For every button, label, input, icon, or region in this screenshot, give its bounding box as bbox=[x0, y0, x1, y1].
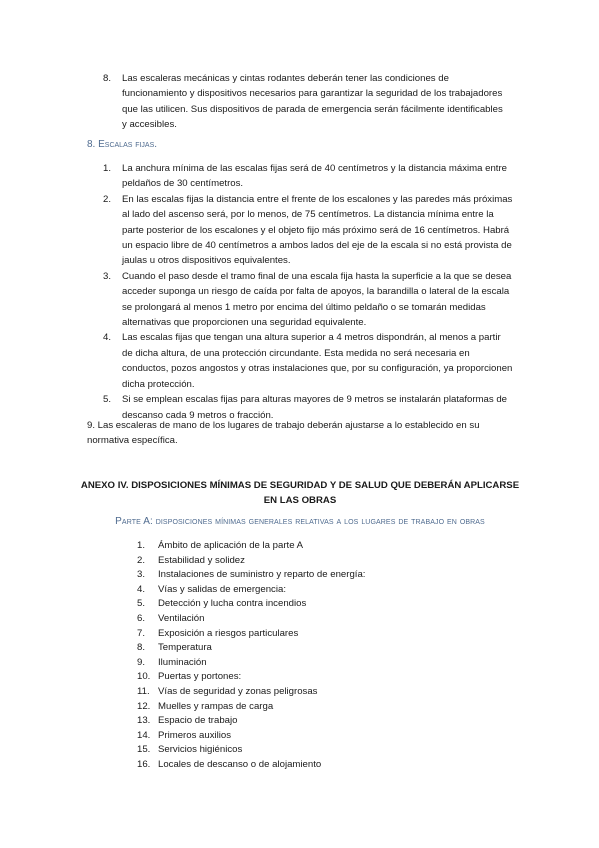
item-text: La anchura mínima de las escalas fijas será de 40 centímetros y la distancia máxima entre peldaños de 30 centímetros. bbox=[122, 163, 508, 190]
item-number: 1. bbox=[103, 163, 112, 174]
list-item bbox=[137, 539, 457, 554]
item-number: 1. bbox=[137, 540, 146, 551]
item-number: 5. bbox=[103, 394, 112, 406]
item-text: Espacio de trabajo bbox=[158, 715, 238, 727]
item-number: 15. bbox=[137, 744, 151, 756]
item-text: Muelles y rampas de carga bbox=[158, 700, 274, 712]
list-item bbox=[137, 729, 457, 744]
list-item bbox=[137, 714, 457, 729]
item-text: Iluminación bbox=[158, 656, 207, 668]
item-text: Ámbito de aplicación de la parte A bbox=[158, 540, 304, 551]
item-text: Si se emplean escalas fijas para alturas mayores de 9 metros se instalarán plataformas de descanso cada 9 metros o fracción. bbox=[122, 394, 508, 421]
list-item bbox=[137, 670, 457, 685]
item-number: 11. bbox=[137, 685, 150, 697]
list-item bbox=[103, 330, 513, 392]
parte-a-list bbox=[137, 539, 457, 773]
item-text: Exposición a riesgos particulares bbox=[158, 627, 299, 639]
item-text: Vías y salidas de emergencia: bbox=[158, 583, 286, 595]
parte-a-heading: Parte A: disposiciones mínimas generales relativas a los lugares de trabajo en obras bbox=[115, 516, 485, 527]
item-text: Estabilidad y solidez bbox=[158, 554, 245, 566]
escalas-fijas-list bbox=[103, 161, 513, 423]
item-text: Las escalas fijas que tengan una altura superior a 4 metros dispondrán, al menos a partir de dicha altura, de una protección circundante. Esta medida no será necesaria en conductos, pozos angostos y otras instalaciones que, por su configuración, ya proporcionen dicha protección. bbox=[122, 332, 513, 390]
item-text: Primeros auxilios bbox=[158, 729, 232, 741]
list-item bbox=[137, 758, 457, 773]
item-text: Puertas y portones: bbox=[158, 671, 242, 683]
item-number: 16. bbox=[137, 758, 151, 770]
item-number: 12. bbox=[137, 700, 151, 712]
item-text: Locales de descanso o de alojamiento bbox=[158, 758, 322, 770]
list-item bbox=[137, 641, 457, 656]
item-text: En las escalas fijas la distancia entre el frente de los escalones y las paredes más próximas al lado del ascenso será, por lo menos, de 75 centímetros. La distancia mínima entre la parte posterior de los escalones y el objeto fijo más próximo será de 16 centímetros. Habrá un espacio libre de 40 centímetros a ambos lados del eje de la escala si no está provista de jaulas u otros dispositivos equivalentes. bbox=[122, 193, 513, 267]
item-number: 2. bbox=[137, 554, 146, 566]
list-item bbox=[137, 583, 457, 598]
item-text: Cuando el paso desde el tramo final de una escala fija hasta la superficie a la que se desea acceder suponga un riesgo de caída por falta de apoyos, la barandilla o lateral de la escala se prolongará al menos 1 metro por encima del último peldaño o se tomarán medidas alternativas que proporcionen una seguridad equivalente. bbox=[122, 270, 512, 329]
list-item bbox=[137, 685, 457, 700]
list-item bbox=[103, 192, 513, 269]
list-item bbox=[137, 656, 457, 671]
anexo-title: ANEXO IV. DISPOSICIONES MÍNIMAS DE SEGURIDAD Y DE SALUD QUE DEBERÁN APLICARSE EN LAS OBRAS bbox=[80, 480, 520, 506]
item-number: 7. bbox=[137, 627, 146, 639]
list-item bbox=[137, 554, 457, 569]
section-heading-escalas-fijas: 8. Escalas fijas. bbox=[87, 139, 158, 150]
item-text: Detección y lucha contra incendios bbox=[158, 598, 307, 610]
item-number: 4. bbox=[103, 332, 112, 344]
list-item bbox=[137, 568, 457, 583]
paragraph-escaleras-de-mano: 9. Las escaleras de mano de los lugares de trabajo deberán ajustarse a lo establecido en su normativa específica. bbox=[87, 420, 480, 447]
item-number: 8. bbox=[103, 73, 112, 84]
list-item bbox=[137, 612, 457, 627]
item-text: Vías de seguridad y zonas peligrosas bbox=[158, 685, 318, 697]
item-number: 3. bbox=[137, 569, 146, 581]
item-text: Ventilación bbox=[158, 612, 205, 624]
item-text: Temperatura bbox=[158, 642, 212, 654]
list-item bbox=[137, 700, 457, 715]
list-item bbox=[137, 743, 457, 758]
item-number: 9. bbox=[137, 656, 146, 668]
item-number: 10. bbox=[137, 671, 151, 683]
item-number: 2. bbox=[103, 193, 112, 205]
list-item-escaleras-mecanicas bbox=[103, 71, 503, 133]
item-text: Servicios higiénicos bbox=[158, 744, 243, 756]
item-number: 8. bbox=[137, 642, 146, 654]
list-item bbox=[137, 627, 457, 642]
item-number: 6. bbox=[137, 612, 146, 624]
item-number: 14. bbox=[137, 729, 151, 741]
item-number: 3. bbox=[103, 270, 112, 282]
list-item bbox=[103, 269, 513, 331]
item-number: 4. bbox=[137, 583, 146, 595]
item-text: Instalaciones de suministro y reparto de energía: bbox=[158, 569, 366, 581]
item-number: 13. bbox=[137, 715, 151, 727]
item-number: 5. bbox=[137, 598, 146, 610]
list-item bbox=[103, 161, 513, 192]
list-item bbox=[137, 597, 457, 612]
item-text: Las escaleras mecánicas y cintas rodantes deberán tener las condiciones de funcionamiento y dispositivos necesarios para garantizar la seguridad de los trabajadores que las utilicen. Sus dispositivos de parada de emergencia serán fácilmente identificables y accesibles. bbox=[122, 73, 503, 131]
